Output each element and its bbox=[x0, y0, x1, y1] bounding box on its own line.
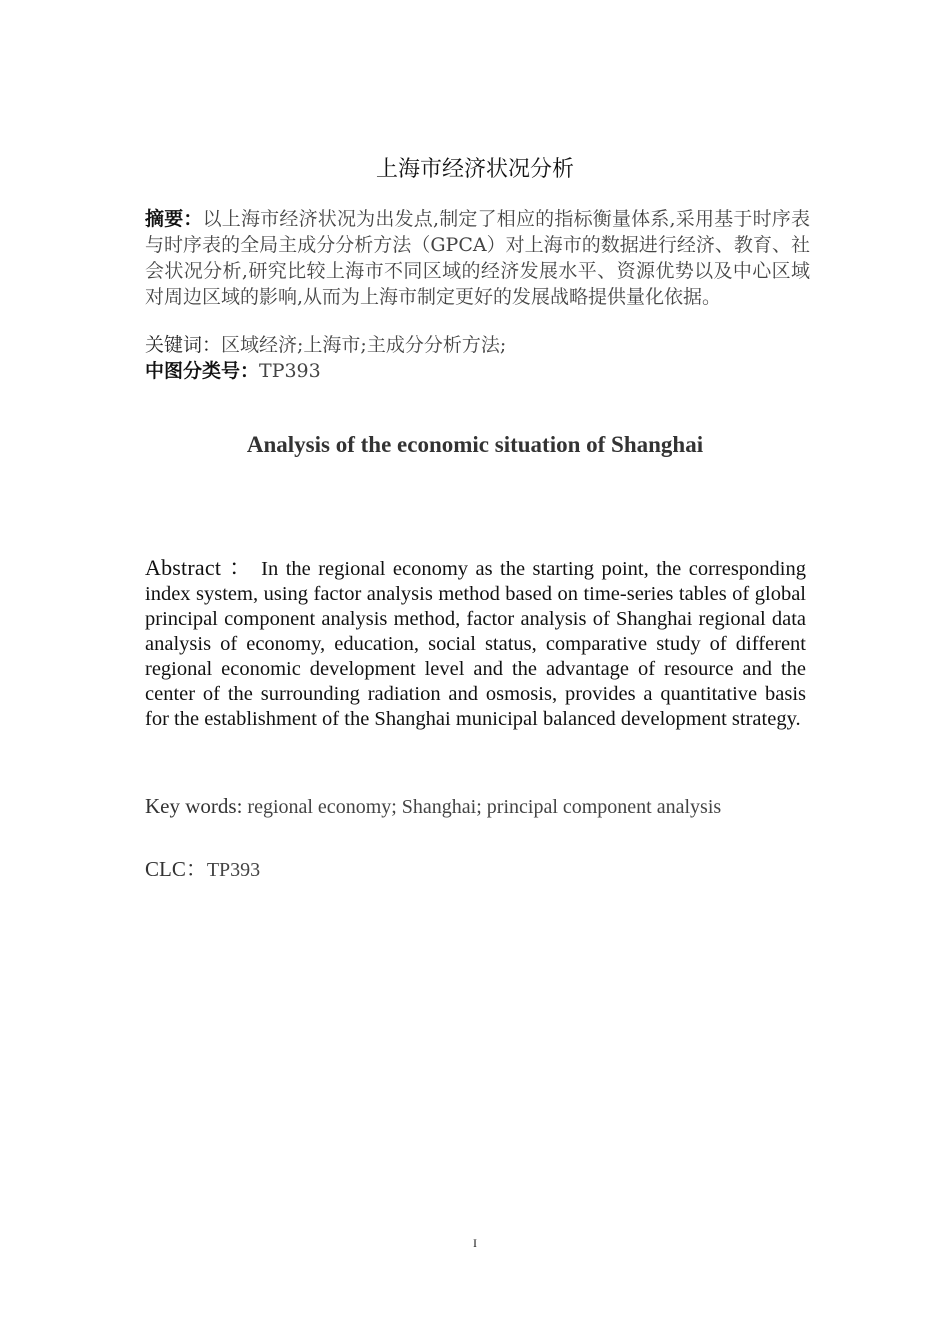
english-keywords bbox=[145, 793, 721, 820]
page-number: I bbox=[473, 1236, 477, 1250]
chinese-abstract-label: 摘要： bbox=[145, 208, 203, 230]
english-abstract-text: In the regional economy as the starting point, the corresponding index system, using factor analysis method based on time-series tables of global principal component analysis method, factor analysis of Shanghai regional data analysis of economy, education, social status, comparative study of different regional economic development level and the advantage of resource and the center of the surrounding radiation and osmosis, provides a quantitative basis for the establishment of the Shanghai municipal balanced development strategy. bbox=[145, 558, 806, 730]
english-keywords-text: regional economy; Shanghai; principal component analysis bbox=[242, 796, 722, 818]
english-abstract-label: Abstract ： bbox=[145, 555, 254, 580]
chinese-clc-label: 中图分类号： bbox=[145, 360, 260, 382]
chinese-keywords bbox=[145, 332, 810, 358]
chinese-keywords-text: 区域经济;上海市;主成分分析方法; bbox=[221, 334, 507, 356]
english-keywords-label: Key words: bbox=[145, 794, 243, 818]
english-title: Analysis of the economic situation of Shanghai bbox=[246, 432, 704, 457]
english-abstract bbox=[145, 555, 806, 732]
chinese-keywords-label: 关键词： bbox=[145, 334, 222, 356]
english-clc-text: TP393 bbox=[206, 859, 261, 881]
chinese-abstract-text: 以上海市经济状况为出发点,制定了相应的指标衡量体系,采用基于时序表与时序表的全局主成分分析方法（GPCA）对上海市的数据进行经济、教育、社会状况分析,研究比较上海市不同区域的经济发展水平、资源优势以及中心区域对周边区域的影响,从而为上海市制定更好的发展战略提供量化依据。 bbox=[145, 208, 810, 308]
chinese-title: 上海市经济状况分析 bbox=[375, 157, 574, 182]
english-clc bbox=[145, 856, 260, 883]
chinese-clc bbox=[145, 358, 810, 384]
english-clc-label: CLC： bbox=[145, 857, 207, 881]
chinese-clc-text: TP393 bbox=[259, 360, 321, 382]
chinese-abstract bbox=[145, 206, 810, 310]
